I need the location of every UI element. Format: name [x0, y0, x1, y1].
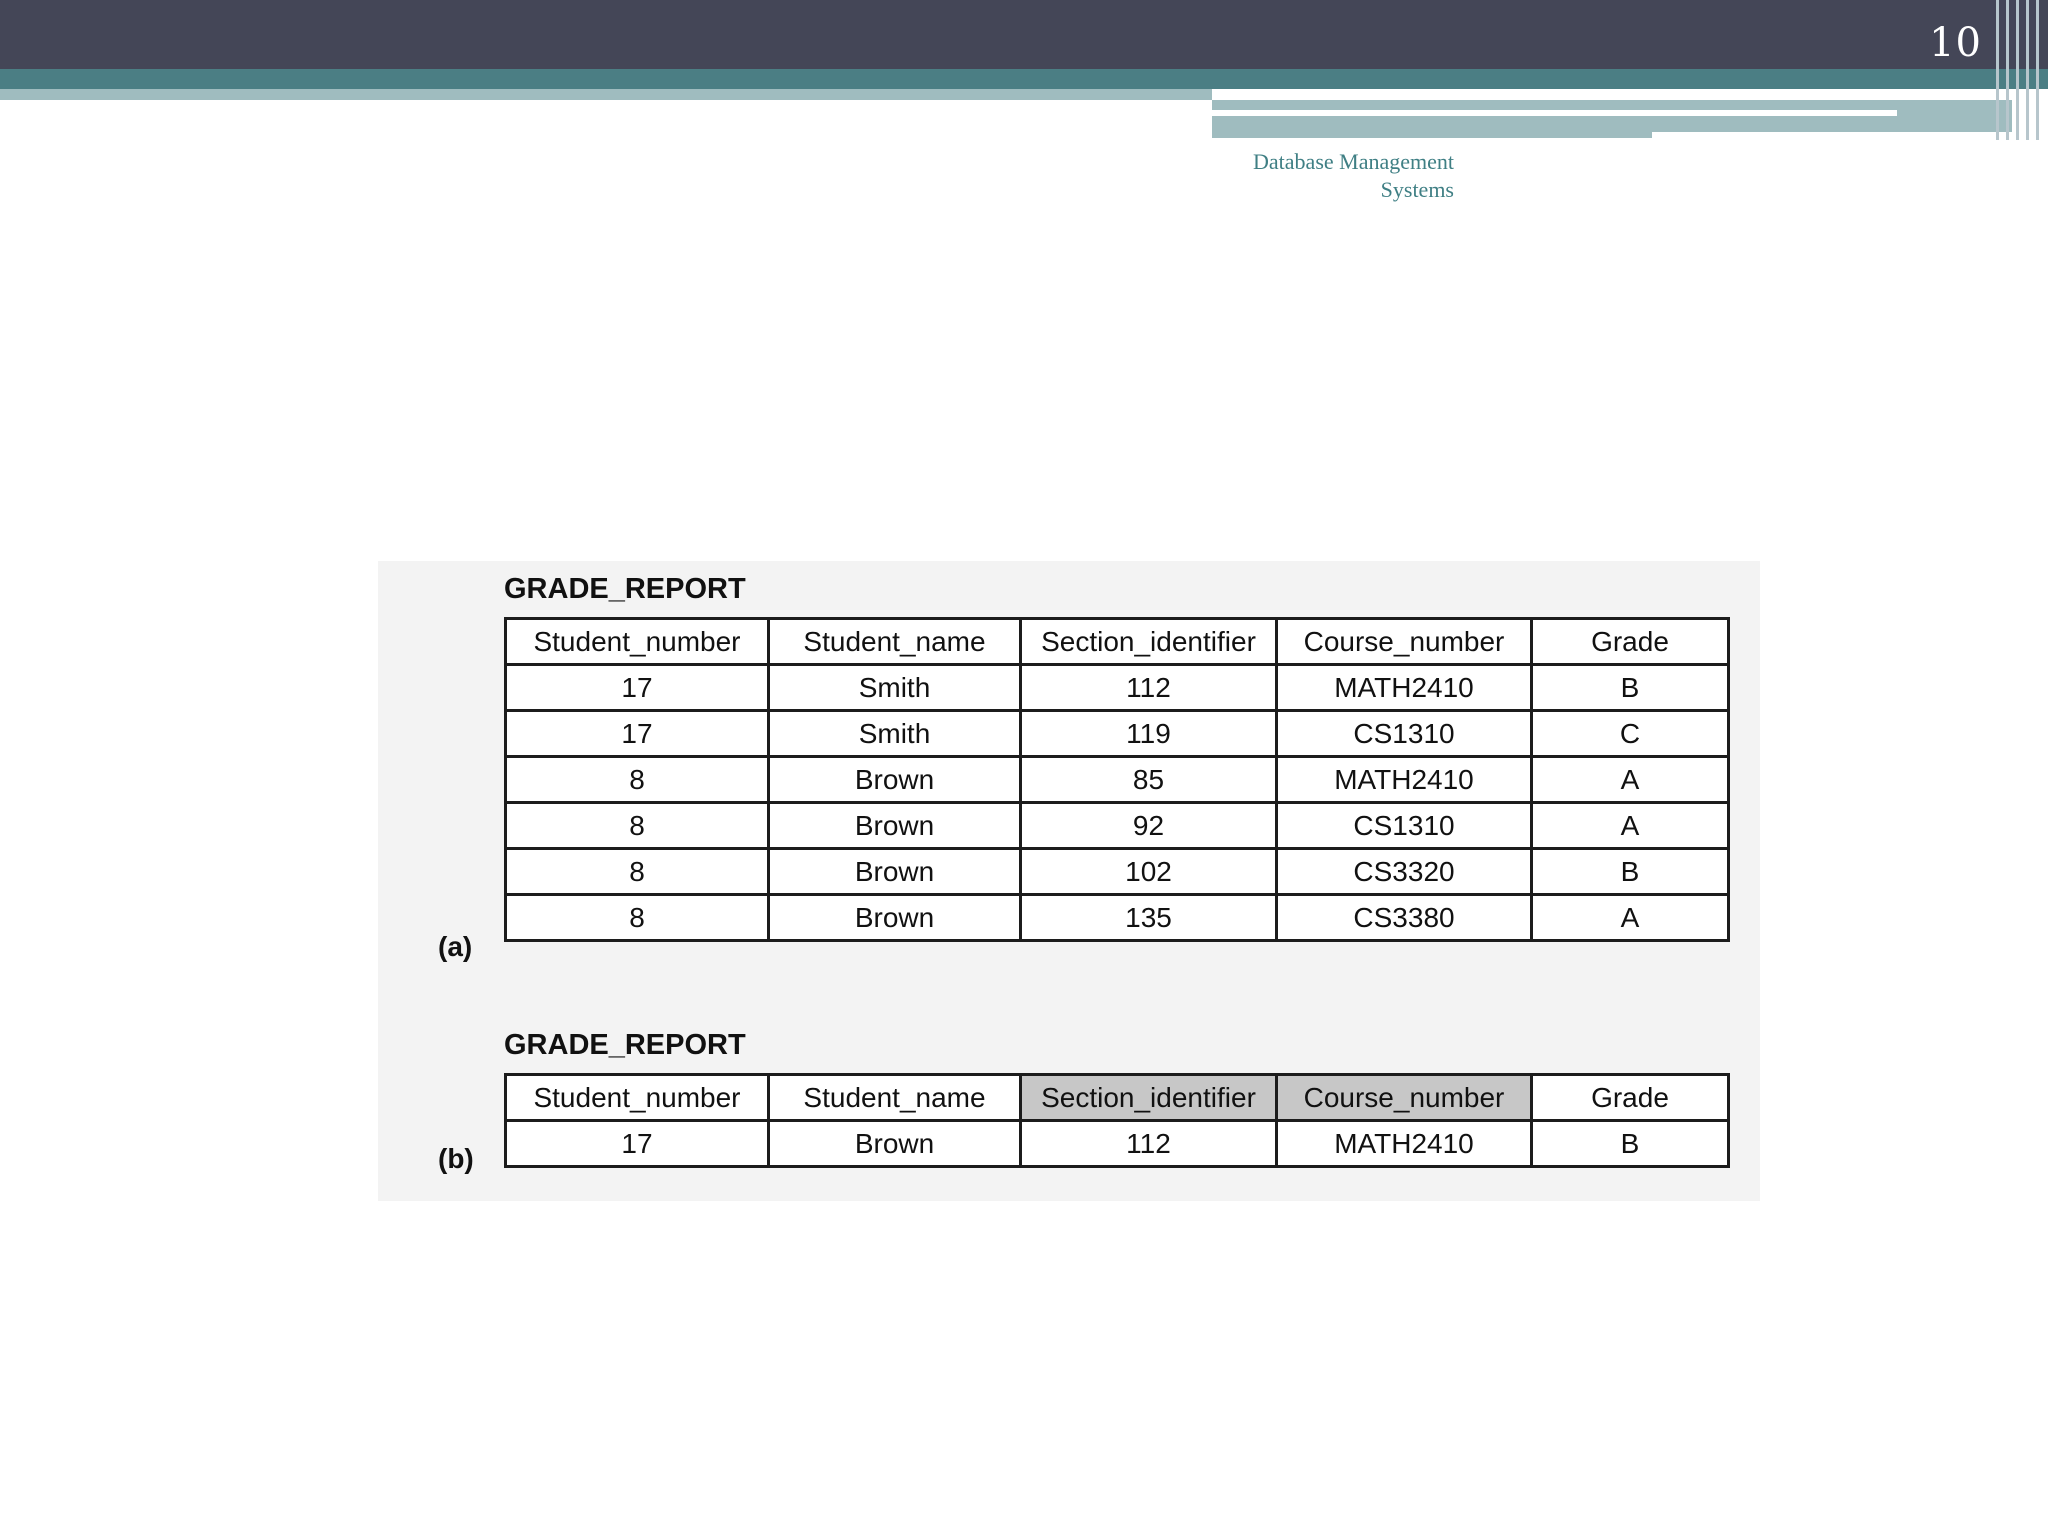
cell-student-number: 17 — [506, 665, 769, 711]
slide-number: 10 — [1929, 20, 1982, 66]
cell-grade: B — [1532, 1121, 1729, 1167]
cell-section-identifier: 102 — [1021, 849, 1277, 895]
cell-course-number: CS1310 — [1277, 711, 1532, 757]
figure-label-a: (a) — [438, 931, 473, 962]
column-header-student-name: Student_name — [769, 1075, 1021, 1121]
figure-label-b: (b) — [438, 1143, 474, 1174]
cell-grade: A — [1532, 757, 1729, 803]
cell-section-identifier: 135 — [1021, 895, 1277, 941]
cell-section-identifier: 119 — [1021, 711, 1277, 757]
table-row — [506, 665, 1729, 711]
table-row — [506, 849, 1729, 895]
slide-caption — [1180, 148, 1454, 204]
slide-header-bar — [0, 0, 2048, 69]
header-white-block — [1652, 132, 2012, 140]
cell-grade: A — [1532, 803, 1729, 849]
table-row — [506, 1121, 1729, 1167]
header-teal-band — [0, 69, 2048, 89]
cell-student-number: 8 — [506, 849, 769, 895]
cell-course-number: MATH2410 — [1277, 665, 1532, 711]
slide-caption-line-1: Database Management — [1253, 149, 1454, 174]
column-header-grade: Grade — [1532, 619, 1729, 665]
cell-grade: B — [1532, 665, 1729, 711]
cell-section-identifier: 85 — [1021, 757, 1277, 803]
cell-student-number: 17 — [506, 711, 769, 757]
table-row — [506, 803, 1729, 849]
cell-course-number: CS3380 — [1277, 895, 1532, 941]
column-header-student-number: Student_number — [506, 619, 769, 665]
header-white-line — [1212, 110, 1897, 116]
cell-student-name: Smith — [769, 711, 1021, 757]
column-header-section-identifier: Section_identifier — [1021, 1075, 1277, 1121]
cell-student-name: Brown — [769, 803, 1021, 849]
cell-student-name: Smith — [769, 665, 1021, 711]
column-header-course-number: Course_number — [1277, 619, 1532, 665]
cell-course-number: MATH2410 — [1277, 757, 1532, 803]
cell-student-number: 8 — [506, 803, 769, 849]
header-light-band-left — [0, 89, 1212, 100]
slide-caption-line-2: Systems — [1380, 177, 1454, 202]
cell-grade: C — [1532, 711, 1729, 757]
cell-student-number: 8 — [506, 895, 769, 941]
column-header-grade: Grade — [1532, 1075, 1729, 1121]
cell-student-name: Brown — [769, 849, 1021, 895]
table-row — [506, 757, 1729, 803]
cell-student-number: 8 — [506, 757, 769, 803]
cell-student-name: Brown — [769, 757, 1021, 803]
grade-report-table-a — [504, 617, 1730, 942]
cell-student-number: 17 — [506, 1121, 769, 1167]
table-row — [506, 895, 1729, 941]
grade-report-table-b — [504, 1073, 1730, 1168]
table-b-title: GRADE_REPORT — [504, 1029, 746, 1061]
cell-course-number: MATH2410 — [1277, 1121, 1532, 1167]
cell-grade: A — [1532, 895, 1729, 941]
cell-section-identifier: 112 — [1021, 1121, 1277, 1167]
cell-grade: B — [1532, 849, 1729, 895]
cell-section-identifier: 112 — [1021, 665, 1277, 711]
column-header-student-number: Student_number — [506, 1075, 769, 1121]
cell-section-identifier: 92 — [1021, 803, 1277, 849]
table-a-title: GRADE_REPORT — [504, 573, 746, 605]
grade-report-figure — [378, 561, 1760, 1201]
header-decorative-stripes — [1988, 0, 2048, 140]
table-row — [506, 711, 1729, 757]
table-a-header-row — [506, 619, 1729, 665]
cell-student-name: Brown — [769, 895, 1021, 941]
column-header-section-identifier: Section_identifier — [1021, 619, 1277, 665]
cell-student-name: Brown — [769, 1121, 1021, 1167]
column-header-student-name: Student_name — [769, 619, 1021, 665]
column-header-course-number: Course_number — [1277, 1075, 1532, 1121]
cell-course-number: CS3320 — [1277, 849, 1532, 895]
cell-course-number: CS1310 — [1277, 803, 1532, 849]
table-b-header-row — [506, 1075, 1729, 1121]
